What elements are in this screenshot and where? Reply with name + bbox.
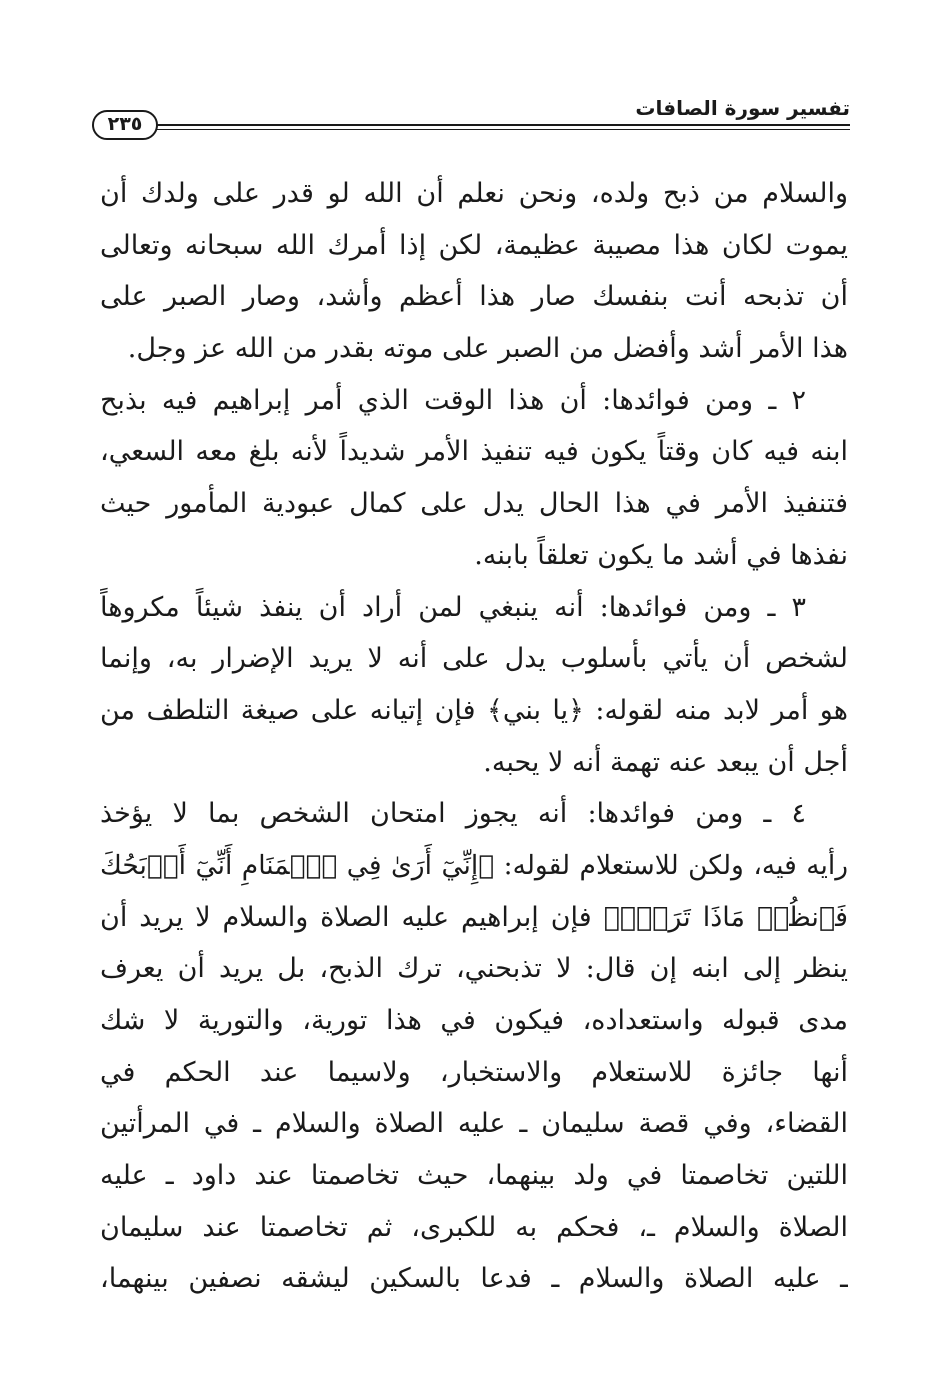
text-line: ـ عليه الصلاة والسلام ـ فدعا بالسكين ليشقه نصفين بينهما، xyxy=(100,1263,848,1295)
body-text xyxy=(100,168,848,1305)
numbered-point-2: ٢ ـ ومن فوائدها: أن هذا الوقت الذي أمر إبراهيم فيه بذبح xyxy=(100,384,806,416)
paragraph-end-line: نفذها في أشد ما يكون تعلقاً بابنه. xyxy=(474,539,848,571)
text-line: اللتين تخاصمتا في ولد بينهما، حيث تخاصمتا عند داود ـ عليه xyxy=(100,1160,848,1192)
paragraph-end-line: أجل أن يبعد عنه تهمة أنه لا يحبه. xyxy=(483,746,848,778)
text-line: ينظر إلى ابنه إن قال: لا تذبحني، ترك الذبح، بل يريد أن يعرف xyxy=(100,953,848,985)
text-line: القضاء، وفي قصة سليمان ـ عليه الصلاة والسلام ـ في المرأتين xyxy=(100,1108,848,1140)
text-line: فتنفيذ الأمر في هذا الحال يدل على كمال عبودية المأمور حيث xyxy=(100,488,848,520)
header-rule-thin xyxy=(150,129,850,130)
quran-verse-line: فَٱنظُرۡ مَاذَا تَرَىٰۚ﴾ فإن إبراهيم عليه الصلاة والسلام لا يريد أن xyxy=(100,901,848,933)
text-line: والسلام من ذبح ولده، ونحن نعلم أن الله لو قدر على ولدك أن xyxy=(100,178,848,209)
text-line: لشخص أن يأتي بأسلوب يدل على أنه لا يريد الإضرار به، وإنما xyxy=(100,643,848,675)
paragraph-end-line: هذا الأمر أشد وأفضل من الصبر على موته بقدر من الله عز وجل. xyxy=(127,333,848,365)
text-line: يموت لكان هذا مصيبة عظيمة، لكن إذا أمرك الله سبحانه وتعالى xyxy=(100,229,848,261)
text-line: الصلاة والسلام ـ، فحكم به للكبرى، ثم تخاصمتا عند سليمان xyxy=(100,1211,848,1243)
numbered-point-3: ٣ ـ ومن فوائدها: أنه ينبغي لمن أراد أن ينفذ شيئاً مكروهاً xyxy=(100,591,806,623)
page-number-badge: ٢٣٥ xyxy=(92,110,158,140)
page-header xyxy=(92,92,850,142)
text-line: أن تذبحه أنت بنفسك صار هذا أعظم وأشد، وصار الصبر على xyxy=(100,281,848,313)
text-line: هو أمر لابد منه لقوله: ﴿يا بني﴾ فإن إتيانه على صيغة التلطف من xyxy=(100,694,848,726)
numbered-point-4: ٤ ـ ومن فوائدها: أنه يجوز امتحان الشخص بما لا يؤخذ xyxy=(100,798,806,830)
text-line: مدى قبوله واستعداده، فيكون في هذا تورية، والتورية لا شك xyxy=(100,1005,848,1036)
header-rule xyxy=(150,124,850,126)
running-title: تفسير سورة الصافات xyxy=(635,96,850,120)
quran-verse-line: رأيه فيه، ولكن للاستعلام لقوله: ﴿إِنِّيٓ أَرَىٰ فِي ٱلۡمَنَامِ أَنِّيٓ أَذۡبَحُكَ xyxy=(100,849,848,881)
text-line: ابنه فيه كان وقتاً يكون فيه تنفيذ الأمر شديداً لأنه بلغ معه السعي، xyxy=(100,436,848,468)
text-line: أنها جائزة للاستعلام والاستخبار، ولاسيما عند الحكم في xyxy=(100,1056,848,1088)
